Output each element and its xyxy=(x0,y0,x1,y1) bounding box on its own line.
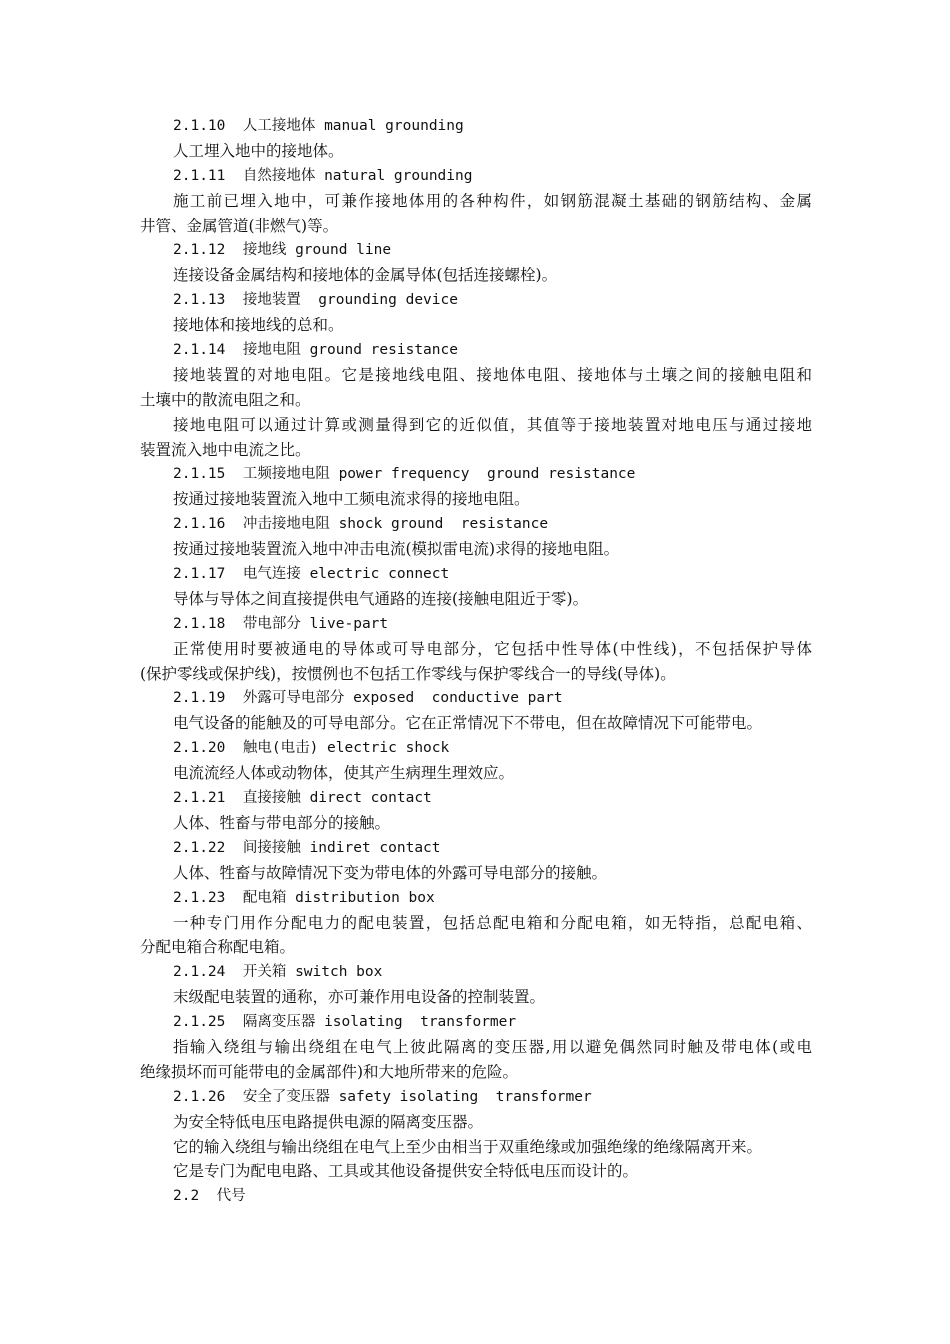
paragraph-continuation: 土壤中的散流电阻之和。 xyxy=(140,390,311,409)
section-heading: 2.1.24 开关箱 switch box xyxy=(173,964,383,981)
section-heading: 2.1.10 人工接地体 manual grounding xyxy=(173,118,464,134)
paragraph-continuation: 井管、金属管道(非燃气)等。 xyxy=(140,216,339,235)
paragraph-line: 一种专门用作分配电力的配电装置，包括总配电箱和分配电箱，如无特指，总配电箱、 xyxy=(173,913,812,932)
section-heading: 2.1.12 接地线 ground line xyxy=(173,242,392,259)
section-heading: 2.1.11 自然接地体 natural grounding xyxy=(173,167,473,184)
paragraph-line: 接地装置的对地电阻。它是接地线电阻、接地体电阻、接地体与土壤之间的接触电阻和 xyxy=(173,365,812,384)
section-heading: 2.1.25 隔离变压器 isolating transformer xyxy=(173,1014,517,1031)
section-heading: 2.1.18 带电部分 live-part xyxy=(173,615,389,632)
document-body xyxy=(140,114,812,1209)
section-heading: 2.1.22 间接接触 indiret contact xyxy=(173,839,441,856)
paragraph-line: 指输入绕组与输出绕组在电气上彼此隔离的变压器,用以避免偶然同时触及带电体(或电 xyxy=(173,1037,812,1056)
section-heading: 2.1.19 外露可导电部分 exposed conductive part xyxy=(173,690,563,707)
paragraph-continuation: 绝缘损坏而可能带电的金属部件)和大地所带来的危险。 xyxy=(140,1062,519,1081)
section-heading: 2.2 代号 xyxy=(173,1188,246,1205)
paragraph-continuation: 装置流入地中电流之比。 xyxy=(140,440,311,459)
paragraph-line: 电流流经人体或动物体，使其产生病理生理效应。 xyxy=(173,764,515,783)
paragraph-line: 它是专门为配电电路、工具或其他设备提供安全特低电压而设计的。 xyxy=(173,1162,639,1181)
section-heading: 2.1.20 触电(电击) electric shock xyxy=(173,740,450,757)
section-heading: 2.1.14 接地电阻 ground resistance xyxy=(173,342,458,359)
paragraph-line: 它的输入绕组与输出绕组在电气上至少由相当于双重绝缘或加强绝缘的绝缘隔离开来。 xyxy=(173,1137,763,1156)
section-heading: 2.1.16 冲击接地电阻 shock ground resistance xyxy=(173,516,549,533)
paragraph-line: 电气设备的能触及的可导电部分。它在正常情况下不带电，但在故障情况下可能带电。 xyxy=(173,714,763,733)
paragraph-line: 连接设备金属结构和接地体的金属导体(包括连接螺栓)。 xyxy=(173,266,558,285)
section-heading: 2.1.13 接地装置 grounding device xyxy=(173,292,458,309)
paragraph-line: 人体、牲畜与带电部分的接触。 xyxy=(173,813,391,832)
paragraph-continuation: (保护零线或保护线)，按惯例也不包括工作零线与保护零线合一的导线(导体)。 xyxy=(140,664,676,683)
section-heading: 2.1.21 直接接触 direct contact xyxy=(173,790,432,807)
paragraph-line: 接地电阻可以通过计算或测量得到它的近似值，其值等于接地装置对地电压与通过接地 xyxy=(173,415,812,434)
paragraph-line: 按通过接地装置流入地中工频电流求得的接地电阻。 xyxy=(173,490,530,509)
paragraph-line: 导体与导体之间直接提供电气通路的连接(接触电阻近于零)。 xyxy=(173,589,589,608)
section-heading: 2.1.23 配电箱 distribution box xyxy=(173,889,435,906)
paragraph-line: 为安全特低电压电路提供电源的隔离变压器。 xyxy=(173,1112,484,1131)
section-heading: 2.1.15 工频接地电阻 power frequency ground resistance xyxy=(173,466,636,483)
paragraph-line: 接地体和接地线的总和。 xyxy=(173,316,344,335)
section-heading: 2.1.17 电气连接 electric connect xyxy=(173,566,450,583)
paragraph-line: 末级配电装置的通称，亦可兼作用电设备的控制装置。 xyxy=(173,988,546,1007)
paragraph-continuation: 分配电箱合称配电箱。 xyxy=(140,938,296,957)
section-heading: 2.1.26 安全了变压器 safety isolating transformer xyxy=(173,1088,592,1105)
paragraph-line: 人工埋入地中的接地体。 xyxy=(173,141,344,160)
paragraph-line: 人体、牲畜与故障情况下变为带电体的外露可导电部分的接触。 xyxy=(173,863,608,882)
paragraph-line: 施工前已埋入地中，可兼作接地体用的各种构件，如钢筋混凝土基础的钢筋结构、金属 xyxy=(173,191,812,210)
paragraph-line: 正常使用时要被通电的导体或可导电部分，它包括中性导体(中性线)，不包括保护导体 xyxy=(173,639,812,658)
paragraph-line: 按通过接地装置流入地中冲击电流(模拟雷电流)求得的接地电阻。 xyxy=(173,540,620,559)
